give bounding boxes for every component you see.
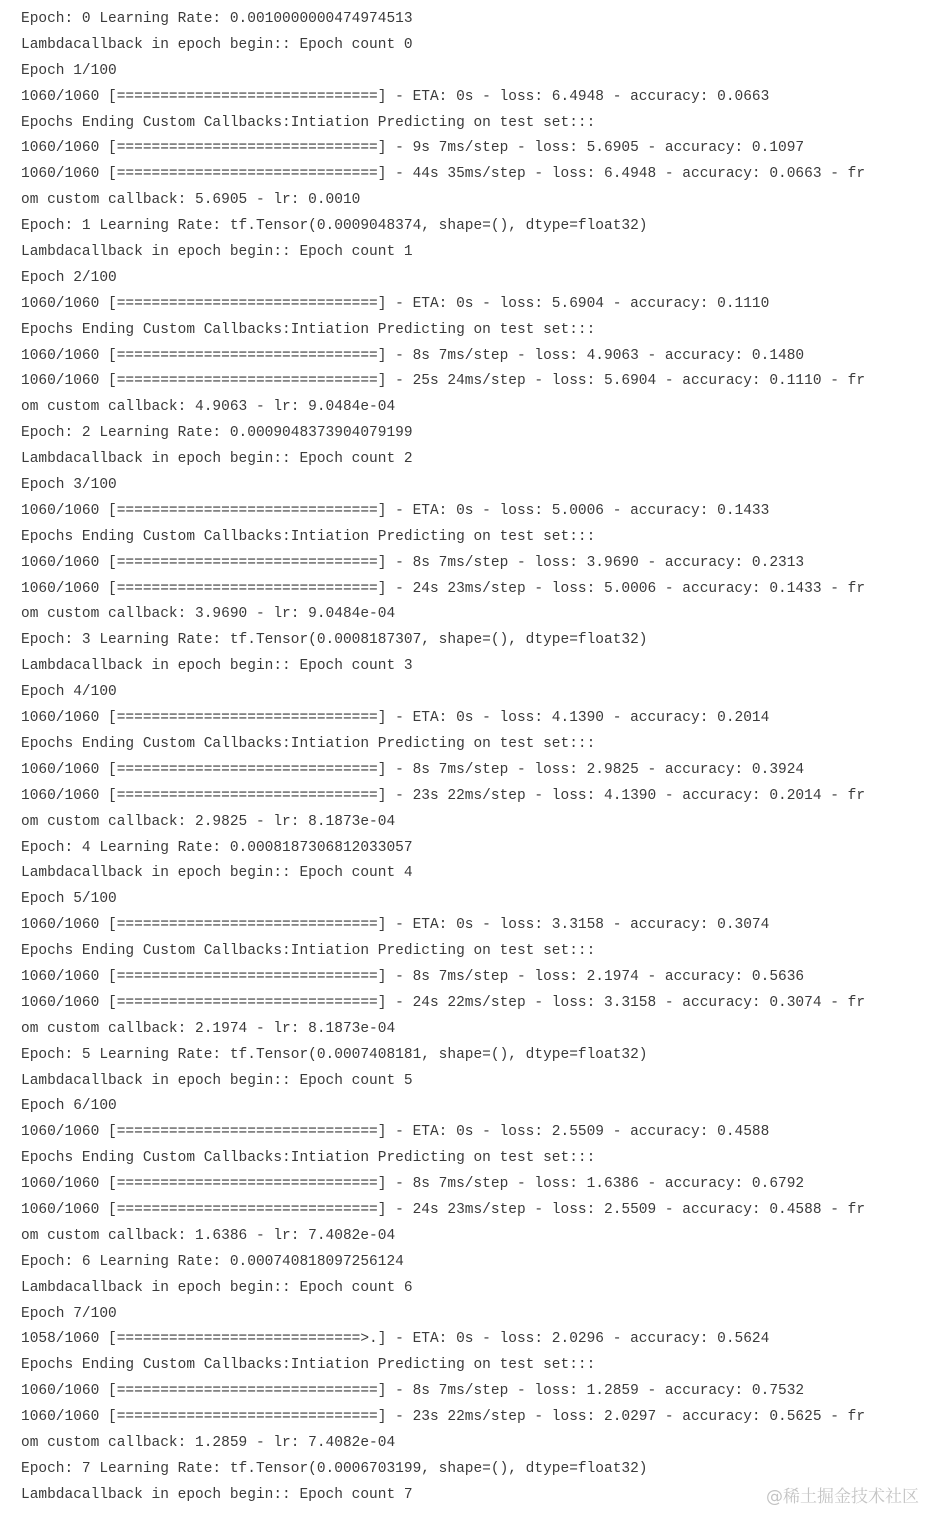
log-line: om custom callback: 1.2859 - lr: 7.4082e-04 bbox=[21, 1434, 396, 1451]
log-line: Lambdacallback in epoch begin:: Epoch count 5 bbox=[21, 1072, 413, 1089]
log-line: Epochs Ending Custom Callbacks:Intiation Predicting on test set::: bbox=[21, 735, 596, 752]
log-line: Lambdacallback in epoch begin:: Epoch count 1 bbox=[21, 244, 413, 261]
training-log-output bbox=[21, 7, 865, 1509]
log-line: Epoch: 6 Learning Rate: 0.000740818097256124 bbox=[21, 1253, 404, 1270]
log-line: Lambdacallback in epoch begin:: Epoch count 4 bbox=[21, 865, 413, 882]
log-line: Epoch: 4 Learning Rate: 0.0008187306812033057 bbox=[21, 839, 413, 856]
log-line: om custom callback: 5.6905 - lr: 0.0010 bbox=[21, 192, 361, 209]
log-line: om custom callback: 4.9063 - lr: 9.0484e-04 bbox=[21, 399, 396, 416]
log-line: om custom callback: 2.1974 - lr: 8.1873e-04 bbox=[21, 1020, 396, 1037]
log-line: om custom callback: 3.9690 - lr: 9.0484e-04 bbox=[21, 606, 396, 623]
log-line: 1060/1060 [==============================] - 8s 7ms/step - loss: 1.6386 - accuracy: 0.6792 bbox=[21, 1176, 805, 1193]
log-line: 1060/1060 [==============================] - 24s 23ms/step - loss: 2.5509 - accuracy: 0.4588 - fr bbox=[21, 1201, 866, 1218]
log-line: Epochs Ending Custom Callbacks:Intiation Predicting on test set::: bbox=[21, 1150, 596, 1167]
log-line: Epochs Ending Custom Callbacks:Intiation Predicting on test set::: bbox=[21, 1357, 596, 1374]
log-line: 1058/1060 [============================>.] - ETA: 0s - loss: 2.0296 - accuracy: 0.5624 bbox=[21, 1331, 770, 1348]
log-line: Epoch 3/100 bbox=[21, 477, 117, 494]
log-line: Epochs Ending Custom Callbacks:Intiation Predicting on test set::: bbox=[21, 321, 596, 338]
log-line: 1060/1060 [==============================] - ETA: 0s - loss: 6.4948 - accuracy: 0.0663 bbox=[21, 88, 770, 105]
log-line: 1060/1060 [==============================] - 23s 22ms/step - loss: 2.0297 - accuracy: 0.5625 - fr bbox=[21, 1409, 866, 1426]
log-line: Epochs Ending Custom Callbacks:Intiation Predicting on test set::: bbox=[21, 943, 596, 960]
log-line: 1060/1060 [==============================] - 8s 7ms/step - loss: 2.9825 - accuracy: 0.3924 bbox=[21, 761, 805, 778]
log-line: om custom callback: 1.6386 - lr: 7.4082e-04 bbox=[21, 1227, 396, 1244]
log-line: Epoch 7/100 bbox=[21, 1305, 117, 1322]
log-line: Epoch 2/100 bbox=[21, 269, 117, 286]
log-line: Epoch: 2 Learning Rate: 0.0009048373904079199 bbox=[21, 425, 413, 442]
log-line: Epoch: 3 Learning Rate: tf.Tensor(0.0008187307, shape=(), dtype=float32) bbox=[21, 632, 648, 649]
log-line: Epoch: 7 Learning Rate: tf.Tensor(0.0006703199, shape=(), dtype=float32) bbox=[21, 1460, 648, 1477]
log-line: 1060/1060 [==============================] - 8s 7ms/step - loss: 3.9690 - accuracy: 0.2313 bbox=[21, 554, 805, 571]
log-line: Lambdacallback in epoch begin:: Epoch count 3 bbox=[21, 658, 413, 675]
log-line: 1060/1060 [==============================] - 8s 7ms/step - loss: 1.2859 - accuracy: 0.7532 bbox=[21, 1383, 805, 1400]
log-line: Epochs Ending Custom Callbacks:Intiation Predicting on test set::: bbox=[21, 528, 596, 545]
log-line: 1060/1060 [==============================] - 8s 7ms/step - loss: 2.1974 - accuracy: 0.5636 bbox=[21, 968, 805, 985]
log-line: 1060/1060 [==============================] - 24s 22ms/step - loss: 3.3158 - accuracy: 0.3074 - fr bbox=[21, 994, 866, 1011]
log-line: 1060/1060 [==============================] - 9s 7ms/step - loss: 5.6905 - accuracy: 0.1097 bbox=[21, 140, 805, 157]
log-line: Lambdacallback in epoch begin:: Epoch count 6 bbox=[21, 1279, 413, 1296]
log-line: Lambdacallback in epoch begin:: Epoch count 7 bbox=[21, 1486, 413, 1503]
log-line: 1060/1060 [==============================] - ETA: 0s - loss: 3.3158 - accuracy: 0.3074 bbox=[21, 917, 770, 934]
log-line: 1060/1060 [==============================] - 8s 7ms/step - loss: 4.9063 - accuracy: 0.1480 bbox=[21, 347, 805, 364]
log-line: Epoch 5/100 bbox=[21, 891, 117, 908]
log-line: Epoch: 1 Learning Rate: tf.Tensor(0.0009048374, shape=(), dtype=float32) bbox=[21, 218, 648, 235]
log-line: 1060/1060 [==============================] - 25s 24ms/step - loss: 5.6904 - accuracy: 0.1110 - fr bbox=[21, 373, 866, 390]
log-line: 1060/1060 [==============================] - ETA: 0s - loss: 2.5509 - accuracy: 0.4588 bbox=[21, 1124, 770, 1141]
log-line: 1060/1060 [==============================] - 44s 35ms/step - loss: 6.4948 - accuracy: 0.0663 - fr bbox=[21, 166, 866, 183]
log-line: 1060/1060 [==============================] - ETA: 0s - loss: 4.1390 - accuracy: 0.2014 bbox=[21, 710, 770, 727]
log-line: Lambdacallback in epoch begin:: Epoch count 0 bbox=[21, 36, 413, 53]
log-line: 1060/1060 [==============================] - 23s 22ms/step - loss: 4.1390 - accuracy: 0.2014 - fr bbox=[21, 787, 866, 804]
log-line: 1060/1060 [==============================] - 24s 23ms/step - loss: 5.0006 - accuracy: 0.1433 - fr bbox=[21, 580, 866, 597]
watermark: @稀土掘金技术社区 bbox=[766, 1487, 919, 1507]
log-line: Epoch: 5 Learning Rate: tf.Tensor(0.0007408181, shape=(), dtype=float32) bbox=[21, 1046, 648, 1063]
log-line: Epoch 6/100 bbox=[21, 1098, 117, 1115]
log-line: om custom callback: 2.9825 - lr: 8.1873e-04 bbox=[21, 813, 396, 830]
log-line: Epoch: 0 Learning Rate: 0.0010000000474974513 bbox=[21, 11, 413, 27]
log-line: Lambdacallback in epoch begin:: Epoch count 2 bbox=[21, 451, 413, 468]
log-line: Epoch 1/100 bbox=[21, 62, 117, 79]
log-line: 1060/1060 [==============================] - ETA: 0s - loss: 5.6904 - accuracy: 0.1110 bbox=[21, 295, 770, 312]
log-line: 1060/1060 [==============================] - ETA: 0s - loss: 5.0006 - accuracy: 0.1433 bbox=[21, 502, 770, 519]
log-line: Epoch 4/100 bbox=[21, 684, 117, 701]
log-line: Epochs Ending Custom Callbacks:Intiation Predicting on test set::: bbox=[21, 114, 596, 131]
